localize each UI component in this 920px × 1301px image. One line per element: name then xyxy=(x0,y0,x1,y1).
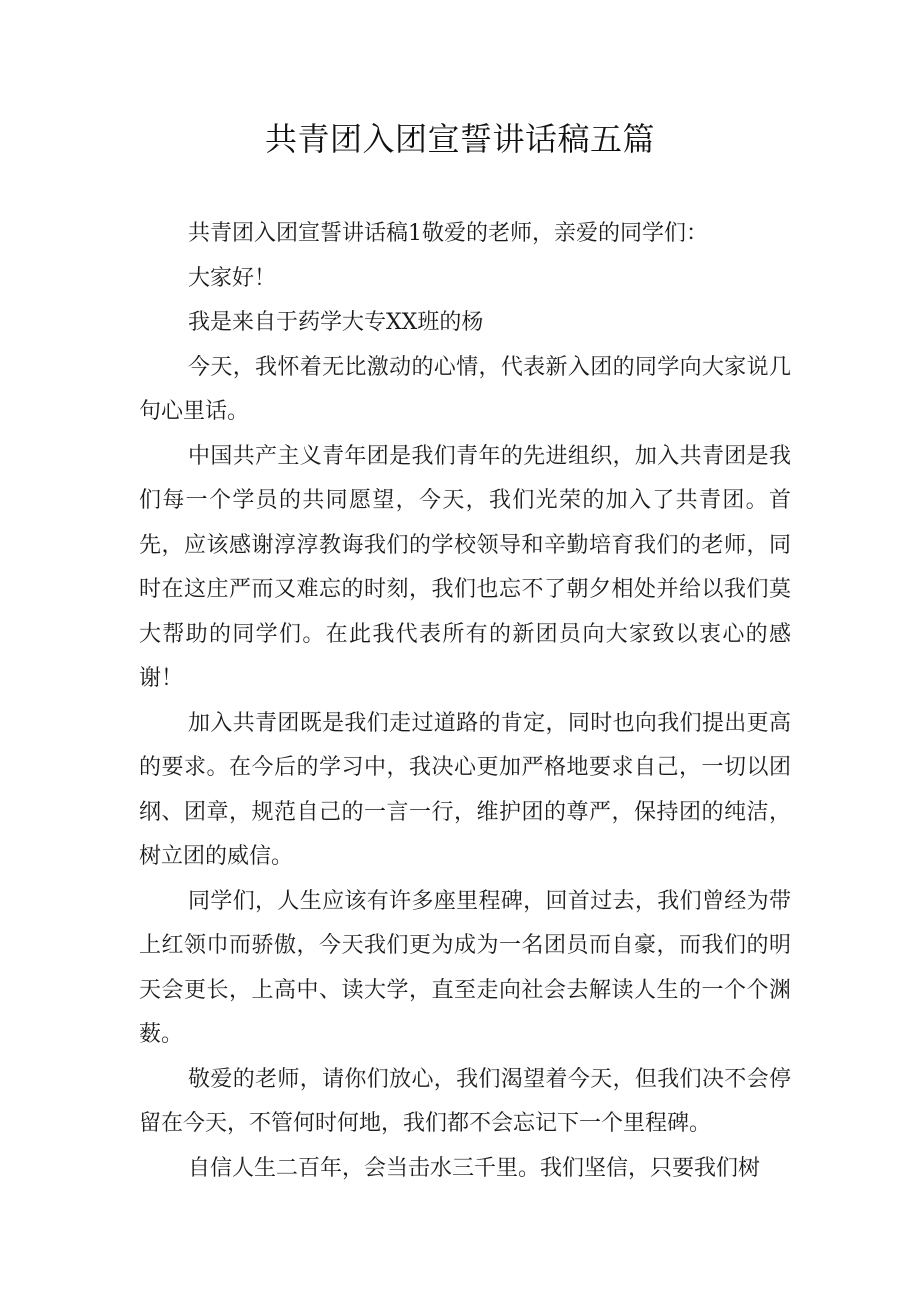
paragraph: 今天，我怀着无比激动的心情，代表新入团的同学向大家说几句心里话。 xyxy=(139,354,791,424)
document-title: 共青团入团宣誓讲话稿五篇 xyxy=(264,120,655,158)
paragraph: 我是来自于药学大专XX班的杨 xyxy=(188,310,484,335)
document-body xyxy=(139,212,791,1191)
paragraph: 中国共产主义青年团是我们青年的先进组织，加入共青团是我们每一个学员的共同愿望，今天，我们光荣的加入了共青团。首先，应该感谢淳淳教诲我们的学校领导和辛勤培育我们的老师，同时在这庄严而又难忘的时刻，我们也忘不了朝夕相处并给以我们莫大帮助的同学们。在此我代表所有的新团员向大家致以衷心的感谢！ xyxy=(139,443,791,691)
paragraph: 加入共青团既是我们走过道路的肯定，同时也向我们提出更高的要求。在今后的学习中，我决心更加严格地要求自己，一切以团纲、团章，规范自己的一言一行，维护团的尊严，保持团的纯洁，树立团的威信。 xyxy=(139,710,791,869)
paragraph: 自信人生二百年，会当击水三千里。我们坚信，只要我们树 xyxy=(188,1155,761,1181)
paragraph: 共青团入团宣誓讲话稿1敬爱的老师，亲爱的同学们： xyxy=(188,221,708,246)
paragraph: 敬爱的老师，请你们放心，我们渴望着今天，但我们决不会停留在今天，不管何时何地，我们都不会忘记下一个里程碑。 xyxy=(139,1066,791,1136)
paragraph: 大家好！ xyxy=(188,265,277,291)
paragraph: 同学们，人生应该有许多座里程碑，回首过去，我们曾经为带上红领巾而骄傲，今天我们更为成为一名团员而自豪，而我们的明天会更长，上高中、读大学，直至走向社会去解读人生的一个个渊薮。 xyxy=(139,888,791,1047)
